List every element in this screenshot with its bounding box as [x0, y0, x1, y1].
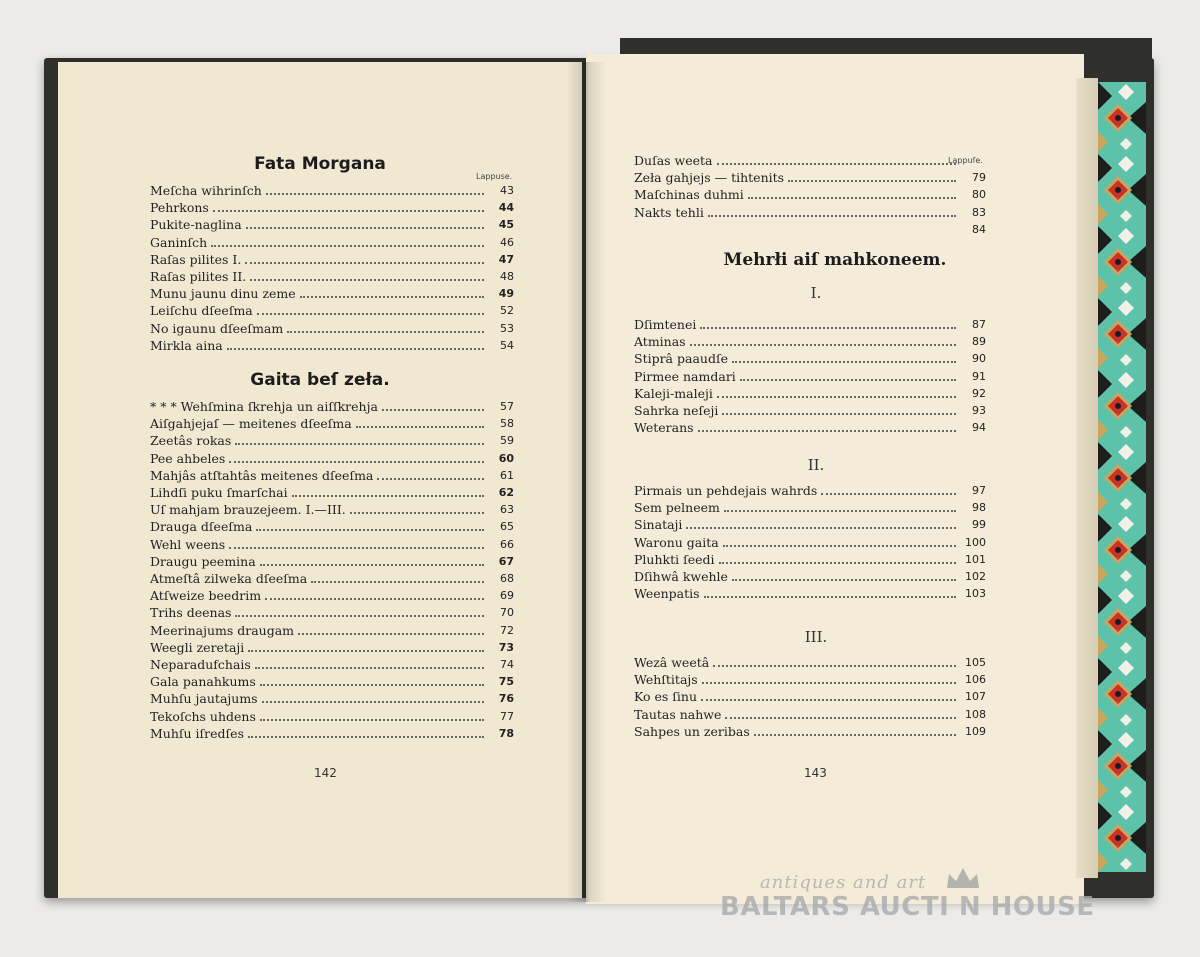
toc-entry-title: Pirmee namdari [634, 368, 736, 384]
toc-entry-title: Aiſgahjejaſ — meitenes dſeeſma [150, 416, 352, 432]
toc-entry-title: Munu jaunu dinu zeme [150, 286, 296, 302]
section-title-gaita: Gaita beſ zeła. [250, 370, 390, 390]
toc-leader-dots [300, 295, 484, 298]
toc-entry-page: 69 [500, 589, 514, 603]
toc-entry-title: Muhſu iſredſes [150, 725, 244, 741]
toc-leader-dots [723, 544, 956, 547]
part-numeral-2: II. [807, 456, 825, 474]
toc-entry-page: 78 [498, 726, 514, 740]
toc-entry-page: 99 [972, 518, 986, 532]
toc-entry-page: 66 [500, 537, 514, 551]
toc-entry [150, 708, 514, 725]
toc-entry-title: Sem pelneem [634, 500, 720, 516]
toc-entry [634, 204, 986, 221]
toc-entry [634, 152, 986, 169]
toc-entry-title: Sahpes un zeribas [634, 723, 750, 739]
toc-leader-dots [754, 733, 956, 736]
toc-entry-title: Tautas nahwe [634, 706, 722, 722]
toc-leader-dots [298, 632, 484, 635]
toc-entry-title: Pehrkons [150, 200, 209, 216]
toc-entry [634, 568, 986, 585]
toc-leader-dots [311, 580, 484, 583]
toc-entry-page: 89 [972, 335, 986, 349]
toc-entry-page: 62 [498, 486, 514, 499]
toc-entry [150, 415, 514, 432]
toc-entry [634, 221, 986, 238]
toc-entry-page: 80 [972, 188, 986, 202]
toc-entry [150, 251, 514, 268]
toc-entry-title: Trihs deenas [150, 605, 232, 621]
toc-entry [634, 654, 986, 671]
toc-leader-dots [266, 192, 484, 195]
toc-entry-page: 70 [500, 606, 514, 620]
toc-entry-page: 53 [500, 321, 514, 335]
toc-leader-dots [248, 649, 484, 652]
page-block-edge [1076, 78, 1098, 878]
toc-entry [634, 534, 986, 551]
toc-leader-dots [717, 162, 956, 165]
toc-leader-dots [265, 597, 484, 600]
toc-entry-page: 54 [500, 338, 514, 352]
toc-entry-page: 76 [498, 692, 514, 706]
toc-entry-page: 75 [498, 675, 514, 689]
toc-entry-title: Zeła gahjejs — tihtenits [634, 170, 785, 186]
toc-entry-title: No igaunu dſeeſmam [150, 320, 284, 336]
toc-entry-page: 107 [965, 690, 986, 704]
toc-entry [150, 234, 514, 251]
toc-entry [150, 622, 514, 639]
toc-entry [150, 484, 514, 501]
watermark-name: BALTARS AUCTI N HOUSE [720, 892, 1095, 922]
toc-entry-page: 43 [500, 184, 514, 197]
toc-entry [150, 587, 514, 604]
toc-entry-title: Maſchinas duhmi [634, 187, 744, 203]
toc-entry-title: Mirkla aina [150, 337, 223, 353]
toc-leader-dots [235, 442, 484, 445]
toc-entry-title: Leiſchu dſeeſma [150, 303, 253, 319]
toc-entry-page: 100 [965, 535, 986, 549]
toc-leader-dots [690, 343, 956, 346]
toc-leader-dots [260, 683, 484, 686]
toc-leader-dots [292, 494, 484, 497]
page-number-left: 142 [314, 766, 337, 780]
toc-entry-title: Atminas [634, 334, 686, 350]
toc-leader-dots [229, 460, 484, 463]
page-number-right: 143 [804, 766, 827, 780]
toc-entry-page: 87 [972, 318, 986, 331]
toc-entry-title: Wehl weens [150, 536, 226, 552]
column-header-lappuse-right: Lappuſe. [948, 156, 983, 165]
toc-entry-title: Atſweize beedrim [150, 588, 262, 604]
toc-entry-page: 98 [972, 501, 986, 515]
toc-entry [150, 536, 514, 553]
toc-entry-title: Mahjâs atſtahtâs meitenes dſeeſma [150, 467, 374, 483]
toc-entry-title: Pee ahbeles [150, 450, 226, 466]
toc-entry [150, 553, 514, 570]
toc-leader-dots [260, 563, 484, 566]
toc-entry-title: Sahrka neſeji [634, 403, 719, 418]
toc-entry [634, 316, 986, 333]
toc-leader-dots [748, 196, 956, 199]
toc-entry-page: 84 [972, 222, 986, 236]
toc-entry [150, 285, 514, 302]
toc-entry [634, 402, 986, 419]
toc-leader-dots [722, 412, 956, 415]
toc-entry [634, 350, 986, 367]
toc-entry-page: 65 [500, 520, 514, 534]
toc-entry-title: Zeetâs rokas [150, 433, 232, 449]
toc-entry-page: 49 [498, 287, 514, 301]
toc-entry-title: Stiprâ paaudſe [634, 351, 728, 367]
toc-entry [150, 320, 514, 337]
toc-entry-title: Sinataji [634, 517, 683, 533]
toc-entry-page: 79 [972, 171, 986, 185]
toc-entry [634, 385, 986, 402]
toc-entry [634, 368, 986, 385]
book-gutter-shadow [566, 62, 606, 902]
part-numeral-1: I. [810, 284, 822, 302]
toc-entry [150, 673, 514, 690]
toc-entry [634, 419, 986, 436]
toc-entry-page: 57 [500, 400, 514, 413]
toc-entry-title: Gala panahkums [150, 674, 256, 690]
toc-leader-dots [245, 261, 484, 264]
toc-entry [634, 706, 986, 723]
toc-leader-dots [255, 666, 484, 669]
toc-leader-dots [260, 718, 484, 721]
crown-icon [945, 866, 981, 890]
toc-leader-dots [713, 664, 956, 667]
toc-entry [634, 551, 986, 568]
toc-entry-title: Drauga dſeeſma [150, 519, 253, 535]
toc-entry [150, 268, 514, 285]
toc-entry-title: Tekoſchs uhdens [150, 708, 256, 724]
toc-entry [150, 639, 514, 656]
toc-entry [634, 585, 986, 602]
toc-entry-page: 91 [972, 369, 986, 383]
toc-entry-title: Duſas weeta [634, 153, 713, 168]
toc-leader-dots [700, 326, 956, 329]
toc-entry [150, 656, 514, 673]
toc-leader-dots [211, 244, 484, 247]
watermark-tagline: antiques and art [760, 872, 927, 893]
toc-leader-dots [250, 278, 484, 281]
toc-leader-dots [725, 716, 956, 719]
toc-entry [150, 450, 514, 467]
toc-entry-title: Wehſtitajs [634, 672, 698, 688]
toc-leader-dots [257, 312, 484, 315]
toc-leader-dots [248, 735, 484, 738]
toc-entry-page: 103 [965, 587, 986, 601]
toc-entry-title: Muhſu jautajums [150, 691, 258, 707]
toc-leader-dots [377, 477, 484, 480]
toc-entry-page: 59 [500, 434, 514, 448]
toc-entry [634, 186, 986, 203]
toc-entry [634, 169, 986, 186]
toc-entry-page: 106 [965, 673, 986, 687]
toc-entry [150, 690, 514, 707]
toc-entry [634, 671, 986, 688]
toc-entry-page: 92 [972, 386, 986, 400]
toc-entry-title: Lihdſi puku ſmarſchai [150, 485, 288, 500]
toc-entry [150, 432, 514, 449]
toc-entry-title: Pluhkti ſeedi [634, 551, 715, 567]
toc-leader-dots [246, 226, 484, 229]
toc-entry-page: 105 [965, 656, 986, 669]
toc-entry-page: 68 [500, 572, 514, 585]
toc-entry-title: Weterans [634, 420, 694, 436]
toc-leader-dots [821, 492, 956, 495]
toc-entry [150, 182, 514, 199]
toc-leader-dots [702, 681, 956, 684]
toc-leader-dots [788, 179, 956, 182]
toc-entry-title: Wezâ weetâ [634, 655, 710, 670]
toc-entry [150, 337, 514, 354]
toc-entry-title: Waronu gaita [634, 534, 719, 550]
toc-entry-title: Dſihwâ kwehle [634, 569, 728, 584]
toc-entry [634, 688, 986, 705]
section-title-fata-morgana: Fata Morgana [254, 154, 386, 174]
toc-leader-dots [256, 528, 484, 531]
toc-entry-page: 101 [965, 552, 986, 566]
column-header-lappuse: Lappuse. [476, 172, 513, 181]
toc-leader-dots [701, 698, 956, 701]
toc-entry-page: 58 [500, 417, 514, 431]
toc-leader-dots [262, 700, 484, 703]
toc-entry [150, 398, 514, 415]
toc-leader-dots [229, 546, 484, 549]
toc-entry-title: Ganinſch [150, 234, 208, 250]
toc-entry-title: Nakts tehli [634, 204, 704, 220]
toc-entry [634, 516, 986, 533]
toc-entry-page: 47 [498, 252, 514, 266]
toc-entry-title: Pukite-naglina [150, 217, 242, 233]
toc-entry-page: 52 [500, 304, 514, 318]
toc-entry [150, 302, 514, 319]
toc-leader-dots [698, 429, 956, 432]
toc-entry [150, 604, 514, 621]
toc-entry-title: Uſ mahjam brauzejeem. I.—III. [150, 502, 346, 518]
right-page [586, 54, 1084, 904]
part-numeral-3: III. [804, 628, 828, 646]
toc-entry-title: Meſcha wihrinſch [150, 183, 262, 198]
toc-entry [150, 501, 514, 518]
endpaper-pattern [1098, 82, 1146, 872]
toc-entry-page: 60 [498, 451, 514, 465]
toc-leader-dots [704, 595, 956, 598]
toc-entry-title: Meerinajums draugam [150, 622, 295, 638]
toc-entry-page: 102 [965, 570, 986, 583]
toc-leader-dots [686, 526, 956, 529]
toc-entry-title: Dſimtenei [634, 317, 697, 332]
toc-leader-dots [717, 395, 956, 398]
toc-entry-page: 48 [500, 270, 514, 283]
toc-entry-page: 67 [498, 554, 514, 568]
toc-entry-title: Kaleji-maleji [634, 385, 713, 401]
toc-entry-title: Pirmais un pehdejais wahrds [634, 483, 818, 498]
toc-leader-dots [235, 614, 484, 617]
toc-entry-page: 108 [965, 707, 986, 721]
toc-entry-page: 97 [972, 484, 986, 497]
toc-entry-title: Draugu peemina [150, 553, 256, 569]
toc-entry-page: 63 [500, 503, 514, 517]
toc-leader-dots [719, 561, 957, 564]
toc-entry-page: 93 [972, 404, 986, 417]
toc-entry-page: 61 [500, 468, 514, 482]
toc-leader-dots [732, 578, 956, 581]
toc-entry-title: Weegli zeretaji [150, 639, 245, 655]
toc-leader-dots [213, 209, 484, 212]
toc-leader-dots [740, 378, 956, 381]
toc-entry-page: 109 [965, 724, 986, 738]
toc-entry [150, 199, 514, 216]
toc-entry [150, 570, 514, 587]
toc-entry-title: Weenpatis [634, 586, 700, 602]
toc-entry [150, 725, 514, 742]
toc-entry [634, 482, 986, 499]
toc-entry-page: 73 [498, 640, 514, 654]
toc-entry-title: Atmeſtâ zilweka dſeeſma [150, 571, 308, 586]
toc-entry-title: * * * Wehſmina ſkrehja un aiſſkrehja [150, 399, 378, 414]
toc-entry-page: 94 [972, 421, 986, 435]
left-page [58, 62, 582, 898]
toc-entry-page: 83 [972, 205, 986, 219]
auction-house-watermark [720, 866, 1120, 926]
toc-leader-dots [350, 511, 484, 514]
toc-entry [150, 518, 514, 535]
toc-leader-dots [732, 360, 956, 363]
toc-entry [634, 499, 986, 516]
toc-entry-title: Ko es ſinu [634, 689, 698, 705]
toc-leader-dots [382, 408, 484, 411]
toc-leader-dots [356, 425, 484, 428]
toc-entry-title: Raſas pilites II. [150, 269, 247, 284]
toc-entry-page: 77 [500, 709, 514, 723]
toc-leader-dots [227, 347, 484, 350]
toc-entry-page: 72 [500, 623, 514, 637]
toc-leader-dots [724, 509, 956, 512]
toc-entry-title: Raſas pilites I. [150, 251, 242, 267]
toc-leader-dots [708, 214, 956, 217]
toc-entry [150, 467, 514, 484]
patterned-endpaper [1098, 82, 1146, 872]
section-title-mehrki: Mehrłi aiſ mahkoneem. [723, 250, 947, 270]
toc-entry [150, 216, 514, 233]
toc-leader-dots [287, 330, 484, 333]
toc-entry-page: 90 [972, 352, 986, 366]
toc-entry-title: Neparadufchais [150, 657, 251, 672]
toc-entry-page: 44 [498, 201, 514, 215]
toc-entry-page: 45 [498, 218, 514, 232]
toc-entry-page: 74 [500, 658, 514, 671]
toc-entry [634, 333, 986, 350]
toc-entry-page: 46 [500, 235, 514, 249]
toc-entry [634, 723, 986, 740]
